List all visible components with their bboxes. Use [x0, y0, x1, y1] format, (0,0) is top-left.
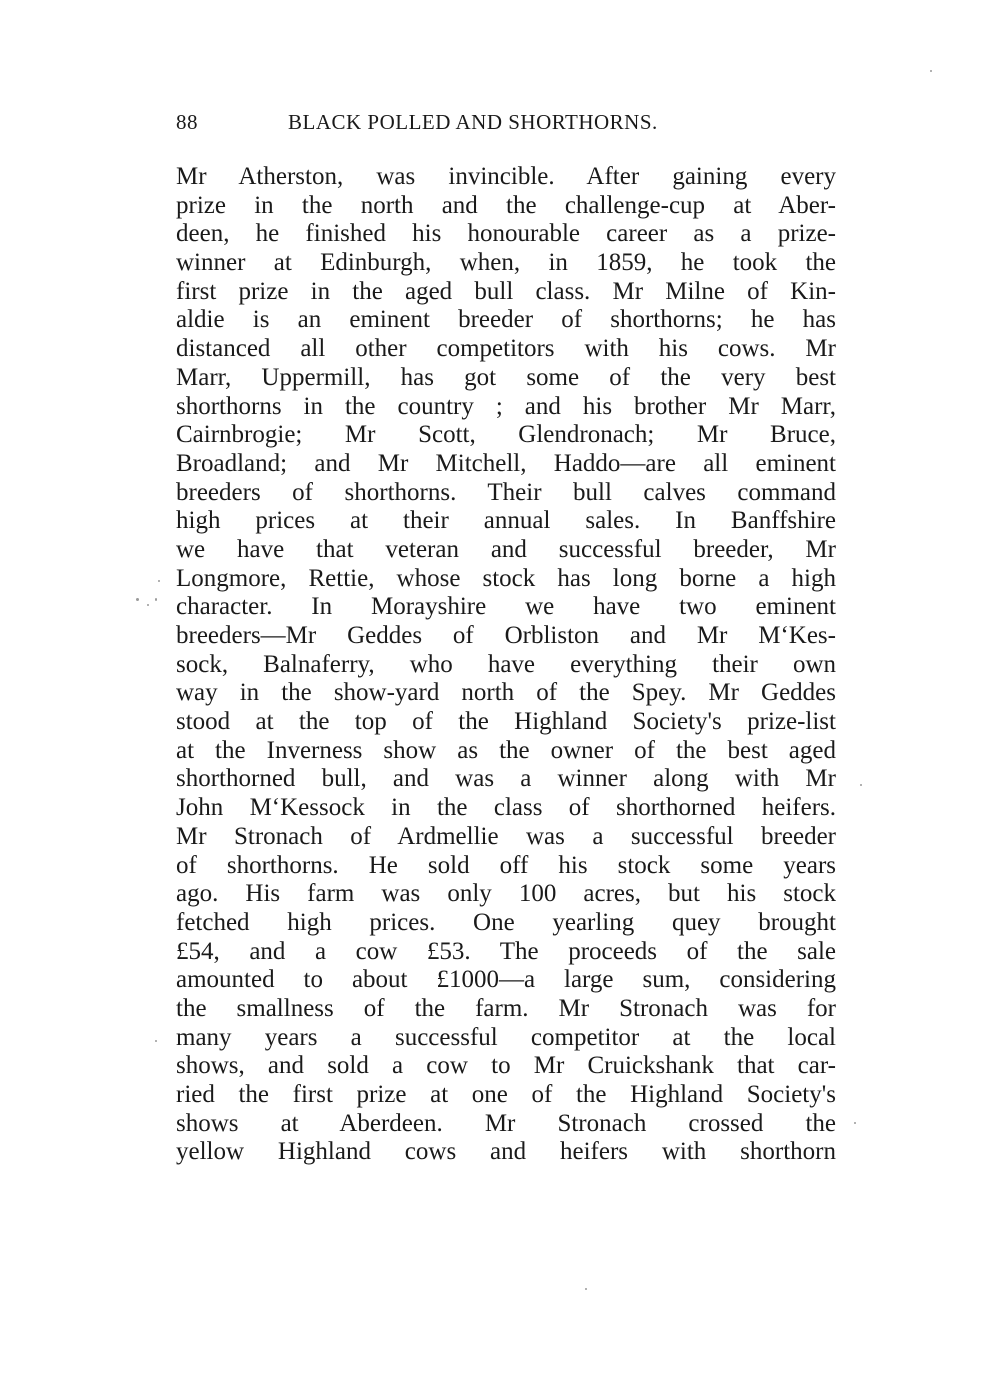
text-line: Mr Stronach of Ardmellie was a successful breeder — [176, 822, 836, 850]
text-line: way in the show-yard north of the Spey. Mr Geddes — [176, 679, 836, 707]
text-line: Cairnbrogie; Mr Scott, Glendronach; Mr Bruce, — [176, 421, 836, 449]
text-line: shorthorned bull, and was a winner along with Mr — [176, 765, 836, 793]
text-line: the smallness of the farm. Mr Stronach was for — [176, 994, 836, 1022]
page-number: 88 — [176, 110, 198, 134]
text-line: prize in the north and the challenge-cup at Aber- — [176, 191, 836, 219]
text-line: ried the first prize at one of the Highland Society's — [176, 1081, 836, 1108]
running-header — [176, 110, 836, 140]
text-line: many years a successful competitor at the local — [176, 1023, 836, 1051]
text-line: breeders—Mr Geddes of Orbliston and Mr M‘Kes- — [176, 622, 836, 649]
text-line: distanced all other competitors with his cows. Mr — [176, 335, 836, 363]
text-line: we have that veteran and successful breeder, Mr — [176, 535, 836, 563]
text-line: aldie is an eminent breeder of shorthorns; he has — [176, 306, 836, 334]
text-line: deen, he finished his honourable career as a prize- — [176, 220, 836, 248]
running-title: BLACK POLLED AND SHORTHORNS. — [288, 110, 658, 134]
scan-speck — [854, 1122, 856, 1124]
text-line: ago. His farm was only 100 acres, but his stock — [176, 880, 836, 908]
text-line: Broadland; and Mr Mitchell, Haddo—are all eminent — [176, 449, 836, 477]
scan-speck — [155, 1040, 157, 1042]
text-line: fetched high prices. One yearling quey brought — [176, 908, 836, 936]
text-line: Marr, Uppermill, has got some of the very best — [176, 363, 836, 391]
text-line: high prices at their annual sales. In Banffshire — [176, 507, 836, 535]
scan-speck — [860, 784, 862, 786]
text-line: sock, Balnaferry, who have everything their own — [176, 650, 836, 678]
text-line: shows at Aberdeen. Mr Stronach crossed the — [176, 1109, 836, 1137]
text-line: breeders of shorthorns. Their bull calves command — [176, 478, 836, 506]
text-line: yellow Highland cows and heifers with shorthorn — [176, 1138, 836, 1166]
text-line: amounted to about £1000—a large sum, considering — [176, 966, 836, 994]
scan-speck — [136, 598, 139, 601]
scan-speck — [158, 580, 160, 582]
body-text — [176, 163, 836, 1167]
text-line: Mr Atherston, was invincible. After gaining every — [176, 163, 836, 190]
text-line: first prize in the aged bull class. Mr Milne of Kin- — [176, 277, 836, 305]
scan-speck — [155, 598, 157, 601]
text-line: character. In Morayshire we have two eminent — [176, 593, 836, 621]
text-line: winner at Edinburgh, when, in 1859, he took the — [176, 249, 836, 277]
scan-speck — [930, 70, 932, 72]
text-line: Longmore, Rettie, whose stock has long borne a high — [176, 564, 836, 592]
text-line: John M‘Kessock in the class of shorthorned heifers. — [176, 794, 836, 822]
text-line: stood at the top of the Highland Society's prize-list — [176, 708, 836, 736]
scan-speck — [147, 604, 149, 606]
text-line: of shorthorns. He sold off his stock some years — [176, 851, 836, 879]
text-line: at the Inverness show as the owner of the best aged — [176, 736, 836, 764]
text-line: shorthorns in the country ; and his brother Mr Marr, — [176, 392, 836, 420]
scan-speck — [585, 1288, 587, 1290]
text-line: £54, and a cow £53. The proceeds of the sale — [176, 937, 836, 965]
text-line: shows, and sold a cow to Mr Cruickshank that car- — [176, 1052, 836, 1080]
